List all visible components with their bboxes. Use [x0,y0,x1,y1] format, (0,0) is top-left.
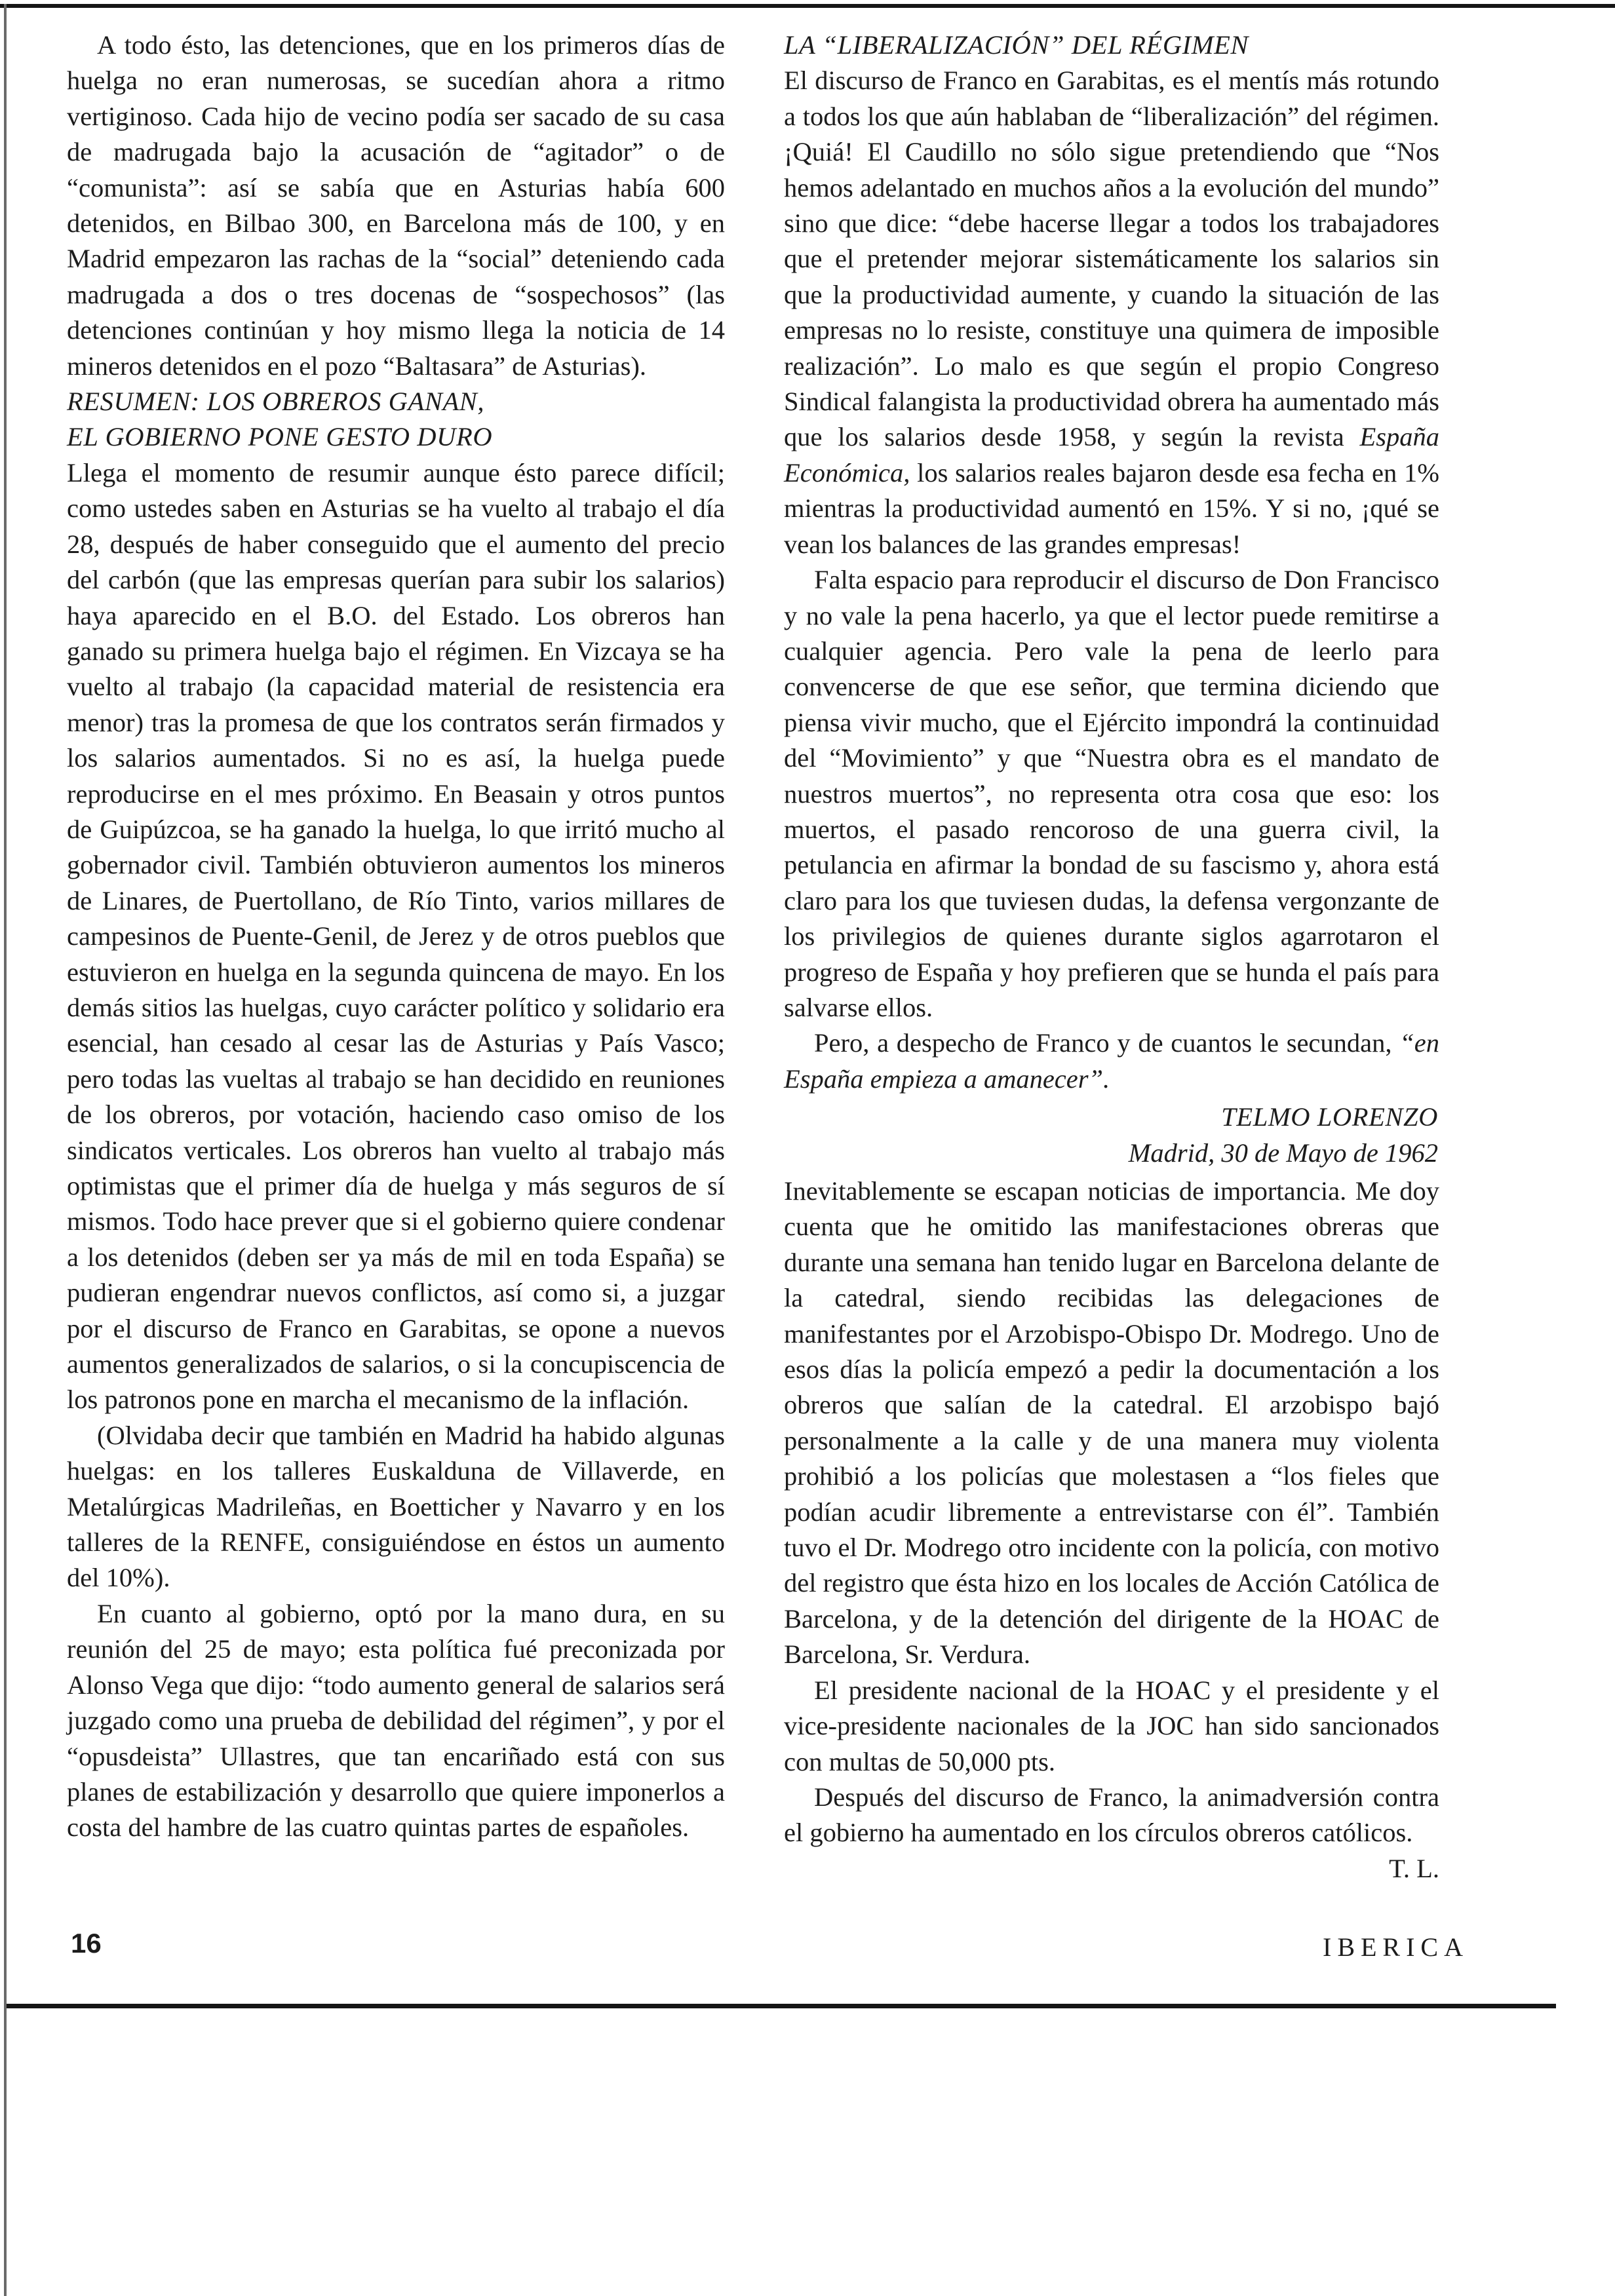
right-paragraph-dawn [784,1025,1439,1097]
magazine-title: España Económica, [784,422,1440,488]
page-number: 16 [71,1928,102,1959]
left-heading-line-2: EL GOBIERNO PONE GESTO DURO [67,422,493,452]
right-paragraph-news: Inevitablemente se escapan noticias de importancia. Me doy cuenta que he omitido las manifestaciones obreras que durante una semana han tenido lugar en Barcelona delante de la catedral, siendo recibidas las delegaciones de manifestantes por el Arzobispo-Obispo Dr. Modrego. Uno de esos días la policía empezó a pedir la documentación a los obreros que salían de la catedral. El arzobispo bajó personalmente a la calle y de una manera muy violenta prohibió a los policías que molestasen a “los fieles que podían acudir libremente a entrevistarse con él”. También tuvo el Dr. Modrego otro incidente con la policía, con motivo del registro que ésta hizo en los locales de Acción Católica de Barcelona, y de la detención del dirigente de la HOAC de Barcelona, Sr. Verdura. [784,1176,1439,1670]
signature-name: TELMO LORENZO [1221,1102,1438,1132]
left-section-heading [67,384,725,455]
right-p1-end: los salarios reales bajaron desde esa fecha en 1% mientras la productividad aumentó en 15%. Y si no, ¡qué se vean los balances de las grandes empresas! [784,457,1439,559]
right-p6-text: Después del discurso de Franco, la animadversión contra el gobierno ha aumentado en los círculos obreros católicos. [784,1782,1439,1848]
initials-row [784,1851,1439,1886]
signature-place-date: Madrid, 30 de Mayo de 1962 [1128,1138,1438,1168]
right-p1-text: El discurso de Franco en Garabitas, es el mentís más rotundo a todos los que aún hablaban de “liberalización” del régimen. ¡Quiá! El Caudillo no sólo sigue pretendiendo que “Nos hemos adelantado en muchos años a la evolución del mundo” sino que dice: “debe hacerse llegar a todos los trabajadores que el pretender mejorar sistemáticamente los salarios sin que la productividad aumente, y cuando la situación de las empresas no lo resiste, constituye una quimera de imposible realización”. Lo malo es que según el propio Congreso Sindical falangista la productividad obrera ha aumentado más que los salarios desde 1958, y según la revista [784,66,1439,452]
closing-initials: T. L. [1389,1853,1439,1883]
left-paragraph-madrid-strikes: (Olvidaba decir que también en Madrid ha habido algunas huelgas: en los talleres Euskalduna de Villaverde, en Metalúrgicas Madrileñas, en Boetticher y Navarro y en los talleres de la RENFE, consiguiéndose en éstos un aumento del 10%). [67,1420,725,1593]
right-p3-quote: “en España empieza a amanecer”. [784,1028,1439,1094]
left-paragraph-summary: Llega el momento de resumir aunque ésto parece difícil; como ustedes saben en Asturias se ha vuelto al trabajo el día 28, después de haber conseguido que el aumento del precio del carbón (que las empresas querían para subir los salarios) haya aparecido en el B.O. del Estado. Los obreros han ganado su primera huelga bajo el régimen. En Vizcaya se ha vuelto al trabajo (la capacidad material de resistencia era menor) tras la promesa de que los contratos serán firmados y los salarios aumentados. Si no es así, la huelga puede reproducirse en el mes próximo. En Beasain y otros puntos de Guipúzcoa, se ha ganado la huelga, lo que irritó mucho al gobernador civil. También obtuvieron aumentos los mineros de Linares, de Puertollano, de Río Tinto, varios millares de campesinos de Puente-Genil, de Jerez y de otros pueblos que estuvieron en huelga en la segunda quincena de mayo. En los demás sitios las huelgas, cuyo carácter político y solidario era esencial, han cesado al cesar las de Asturias y País Vasco; pero todas las vueltas al trabajo se han decidido en reuniones de los obreros, por votación, haciendo caso omiso de los sindicatos verticales. Los obreros han vuelto al trabajo más optimistas que el primer día de huelga y más seguros de sí mismos. Todo hace prever que si el gobierno quiere condenar a los detenidos (deben ser ya más de mil en toda España) se pudieran engendrar nuevos conflictos, así como si, a juzgar por el discurso de Franco en Garabitas, se opone a nuevos aumentos generalizados de salarios, o si la concupiscencia de los patronos pone en marcha el mecanismo de la inflación. [67,457,725,1415]
left-border-rule [4,4,7,2296]
left-column [67,28,725,1846]
right-column [784,28,1439,1886]
right-p3-text: Pero, a despecho de Franco y de cuantos le secundan, [814,1028,1392,1058]
right-paragraph-space: Falta espacio para reproducir el discurso de Don Francisco y no vale la pena hacerlo, ya que el lector puede remitirse a cualquier agencia. Pero vale la pena de leerlo para convencerse de que ese señor, que termina diciendo que piensa vivir mucho, que el Ejército impondrá la continuidad del “Movimiento” y que “Nuestra obra es el mandato de nuestros muertos”, no representa otra cosa que eso: los muertos, el pasado rencoroso de una guerra civil, la petulancia en afirmar la bondad de su fascismo y, ahora está claro para los que tuviesen dudas, la defensa vergonzante de los privilegios de quienes durante siglos agarrotaron el progreso de España y hoy prefieren que se hunda el país para salvarse ellos. [784,565,1439,1022]
left-paragraph-government: En cuanto al gobierno, optó por la mano dura, en su reunión del 25 de mayo; esta política fué preconizada por Alonso Vega que dijo: “todo aumento general de salarios será juzgado como una prueba de debilidad del régimen”, y por el “opusdeista” Ullastres, que tan encariñado está con sus planes de estabilización y desarrollo que quiere imponerlos a costa del hambre de las cuatro quintas partes de españoles. [67,1598,725,1843]
right-section-heading: LA “LIBERALIZACIÓN” DEL RÉGIMEN [784,30,1249,60]
journal-name: IBERICA [1323,1932,1469,1962]
left-heading-line-1: RESUMEN: LOS OBREROS GANAN, [67,387,485,417]
bottom-border-rule [7,2004,1556,2008]
left-paragraph-detentions: A todo ésto, las detenciones, que en los primeros días de huelga no eran numerosas, se sucedían ahora a ritmo vertiginoso. Cada hijo de vecino podía ser sacado de su casa de madrugada bajo la acusación de “agitador” o de “comunista”: así se sabía que en Asturias había 600 detenidos, en Bilbao 300, en Barcelona más de 100, y en Madrid empezaron las rachas de la “social” deteniendo cada madrugada a dos o tres docenas de “sospechosos” (las detenciones continúan y hoy mismo llega la noticia de 14 mineros detenidos en el pozo “Baltasara” de Asturias). [67,30,725,381]
right-paragraph-franco-speech [784,63,1439,562]
right-paragraph-aversion [784,1780,1439,1851]
right-paragraph-sanctions: El presidente nacional de la HOAC y el presidente y el vice-presidente nacionales de la JOC han sido sancionados con multas de 50,000 pts. [784,1675,1439,1776]
top-border-rule [0,4,1615,8]
